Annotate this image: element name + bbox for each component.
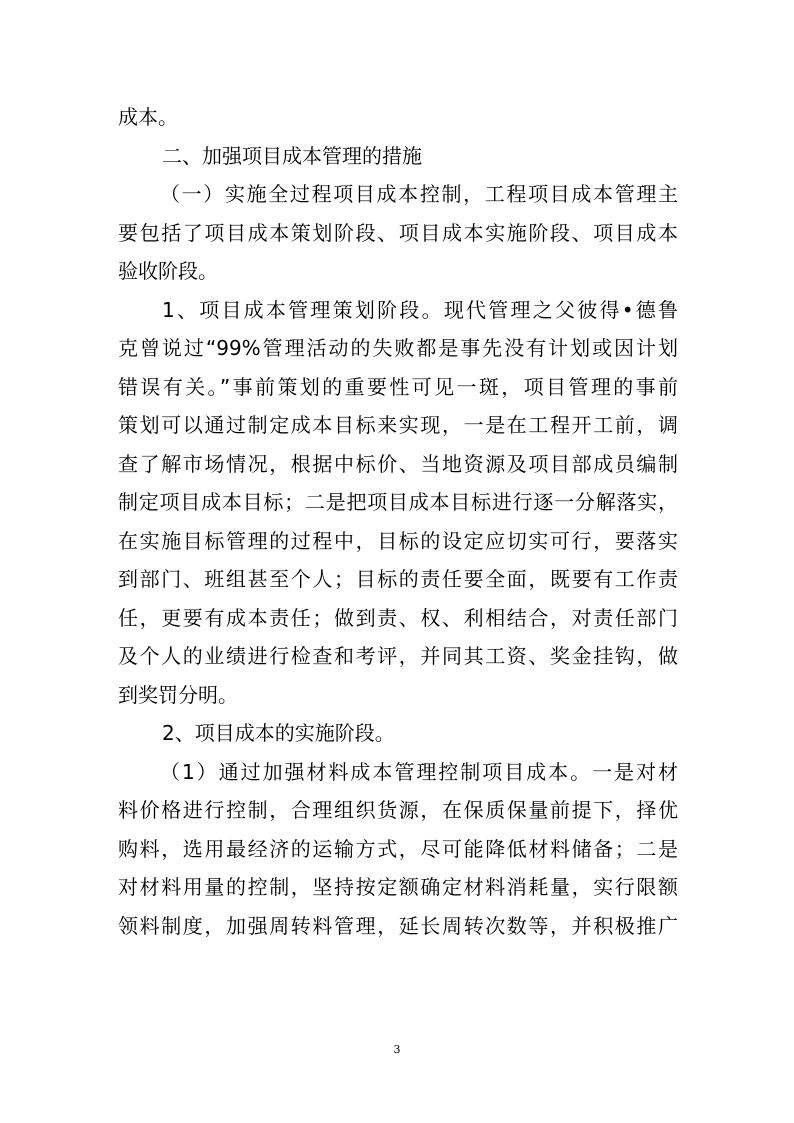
- text-line: 在实施目标管理的过程中，目标的设定应切实可行，要落实: [118, 528, 678, 553]
- text-line: 策划可以通过制定成本目标来实现，一是在工程开工前，调: [118, 413, 678, 437]
- section-heading: 二、加强项目成本管理的措施: [162, 143, 422, 168]
- paragraph-first-line: 1、项目成本管理策划阶段。现代管理之父彼得•德鲁: [162, 297, 678, 322]
- text-line: 克曾说过“99%管理活动的失败都是事先没有计划或因计划: [118, 336, 678, 360]
- paragraph-first-line: （一）实施全过程项目成本控制，工程项目成本管理主: [160, 182, 678, 206]
- text-line: 任，更要有成本责任；做到责、权、利相结合，对责任部门: [118, 605, 678, 630]
- text-line: 购料，选用最经济的运输方式，尽可能降低材料储备；二是: [118, 836, 678, 861]
- text-line: 要包括了项目成本策划阶段、项目成本实施阶段、项目成本: [118, 220, 678, 245]
- text-line: 到部门、班组甚至个人；目标的责任要全面，既要有工作责: [118, 567, 678, 591]
- text-line: 查了解市场情况，根据中标价、当地资源及项目部成员编制: [118, 451, 678, 476]
- text-line: 验收阶段。: [118, 259, 218, 283]
- text-line: 领料制度，加强周转料管理，延长周转次数等，并积极推广: [118, 913, 678, 938]
- text-line: 制定项目成本目标；二是把项目成本目标进行逐一分解落实，: [118, 490, 678, 514]
- text-line: 对材料用量的控制，坚持按定额确定材料消耗量，实行限额: [118, 875, 678, 899]
- text-line: 成本。: [118, 105, 178, 129]
- text-line: 及个人的业绩进行检查和考评，并同其工资、奖金挂钩，做: [118, 644, 678, 668]
- paragraph-first-line: （1）通过加强材料成本管理控制项目成本。一是对材: [160, 759, 678, 784]
- page-number: 3: [393, 1043, 401, 1056]
- body-text: [118, 98, 678, 945]
- text-line: 错误有关。”事前策划的重要性可见一斑，项目管理的事前: [118, 374, 678, 399]
- text-line: 料价格进行控制，合理组织货源，在保质保量前提下，择优: [118, 798, 678, 822]
- text-line: 到奖罚分明。: [118, 682, 238, 707]
- subsection-heading: 2、项目成本的实施阶段。: [162, 721, 395, 745]
